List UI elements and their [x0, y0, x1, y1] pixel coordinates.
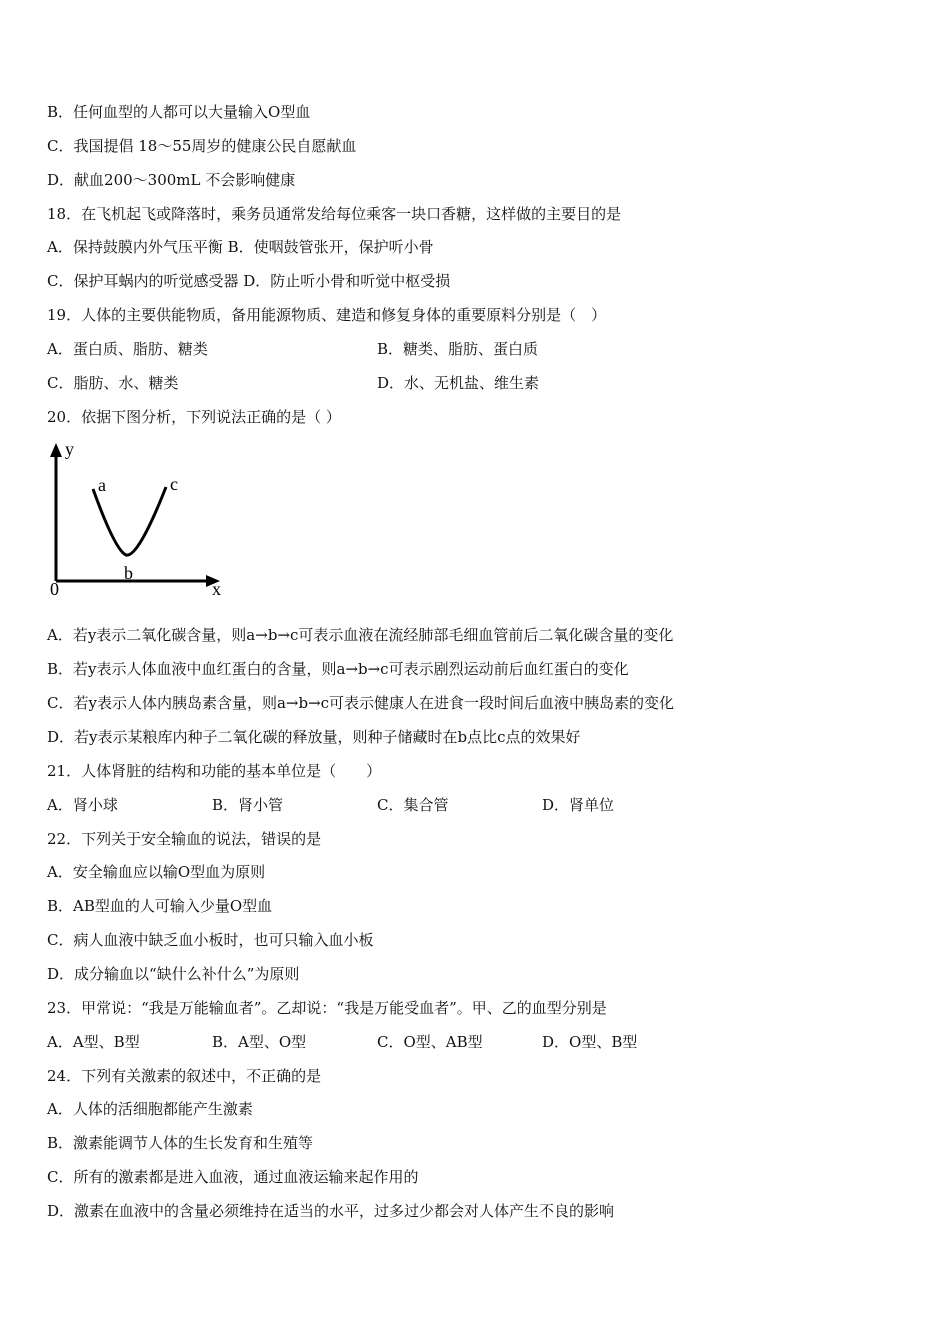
point-a-label: a	[98, 475, 106, 495]
q20-option-c: C．若y表示人体内胰岛素含量，则a→b→c可表示健康人在进食一段时间后血液中胰岛素的变化	[47, 694, 675, 712]
q21-stem: 21．人体肾脏的结构和功能的基本单位是（ ）	[47, 762, 382, 780]
q17-option-c: C．我国提倡 18～55周岁的健康公民自愿献血	[47, 137, 357, 155]
q22-option-d: D．成分输血以“缺什么补什么”为原则	[47, 965, 300, 983]
q20-graph	[40, 435, 240, 605]
q21-option-c: C．集合管	[377, 796, 449, 814]
q20-option-a: A．若y表示二氧化碳含量，则a→b→c可表示血液在流经肺部毛细血管前后二氧化碳含量的变化	[47, 626, 674, 644]
point-b-label: b	[124, 563, 133, 583]
y-label: y	[65, 439, 74, 459]
q23-options	[47, 1025, 707, 1059]
q21-option-b: B．肾小管	[212, 796, 284, 814]
q19-stem: 19．人体的主要供能物质，备用能源物质、建造和修复身体的重要原料分别是（ ）	[47, 306, 607, 324]
q19-option-c: C．脂肪、水、糖类	[47, 374, 179, 392]
q24-option-a: A．人体的活细胞都能产生激素	[47, 1100, 253, 1118]
q22-stem: 22．下列关于安全输血的说法，错误的是	[47, 830, 322, 848]
q17-option-b: B．任何血型的人都可以大量输入O型血	[47, 103, 311, 121]
q23-option-c: C．O型、AB型	[377, 1033, 483, 1051]
q18-stem: 18．在飞机起飞或降落时，乘务员通常发给每位乘客一块口香糖，这样做的主要目的是	[47, 205, 622, 223]
q23-option-d: D．O型、B型	[542, 1033, 638, 1051]
q21-option-a: A．肾小球	[47, 796, 118, 814]
q18-options-cd: C．保护耳蜗内的听觉感受器 D．防止听小骨和听觉中枢受损	[47, 272, 451, 290]
q22-option-b: B．AB型血的人可输入少量O型血	[47, 897, 273, 915]
q19-option-b: B．糖类、脂肪、蛋白质	[377, 340, 539, 358]
q21-option-d: D．肾单位	[542, 796, 615, 814]
q23-stem: 23．甲常说：“我是万能输血者”。乙却说：“我是万能受血者”。甲、乙的血型分别是	[47, 999, 607, 1017]
x-label: x	[212, 579, 221, 599]
point-c-label: c	[170, 474, 178, 494]
q20-option-d: D．若y表示某粮库内种子二氧化碳的释放量，则种子储藏时在b点比c点的效果好	[47, 728, 581, 746]
curve	[93, 487, 166, 555]
q23-option-a: A．A型、B型	[47, 1033, 140, 1051]
q24-option-c: C．所有的激素都是进入血液，通过血液运输来起作用的	[47, 1168, 419, 1186]
q17-option-d: D．献血200～300mL 不会影响健康	[47, 171, 296, 189]
y-axis-arrow-icon	[50, 443, 62, 457]
q18-options-ab: A．保持鼓膜内外气压平衡 B．使咽鼓管张开，保护听小骨	[47, 238, 434, 256]
q21-options	[47, 788, 707, 822]
q19-option-a: A．蛋白质、脂肪、糖类	[47, 340, 208, 358]
q20-option-b: B．若y表示人体血液中血红蛋白的含量，则a→b→c可表示剧烈运动前后血红蛋白的变化	[47, 660, 629, 678]
q23-option-b: B．A型、O型	[212, 1033, 307, 1051]
q19-options-row1	[47, 332, 707, 366]
q22-option-a: A．安全输血应以输O型血为原则	[47, 863, 266, 881]
q20-stem: 20．依据下图分析，下列说法正确的是（ ）	[47, 408, 341, 426]
q24-stem: 24．下列有关激素的叙述中，不正确的是	[47, 1067, 322, 1085]
q24-option-d: D．激素在血液中的含量必须维持在适当的水平，过多过少都会对人体产生不良的影响	[47, 1202, 615, 1220]
origin-label: 0	[50, 579, 59, 599]
q19-options-row2	[47, 366, 707, 400]
q19-option-d: D．水、无机盐、维生素	[377, 374, 540, 392]
q22-option-c: C．病人血液中缺乏血小板时，也可只输入血小板	[47, 931, 374, 949]
q24-option-b: B．激素能调节人体的生长发育和生殖等	[47, 1134, 314, 1152]
